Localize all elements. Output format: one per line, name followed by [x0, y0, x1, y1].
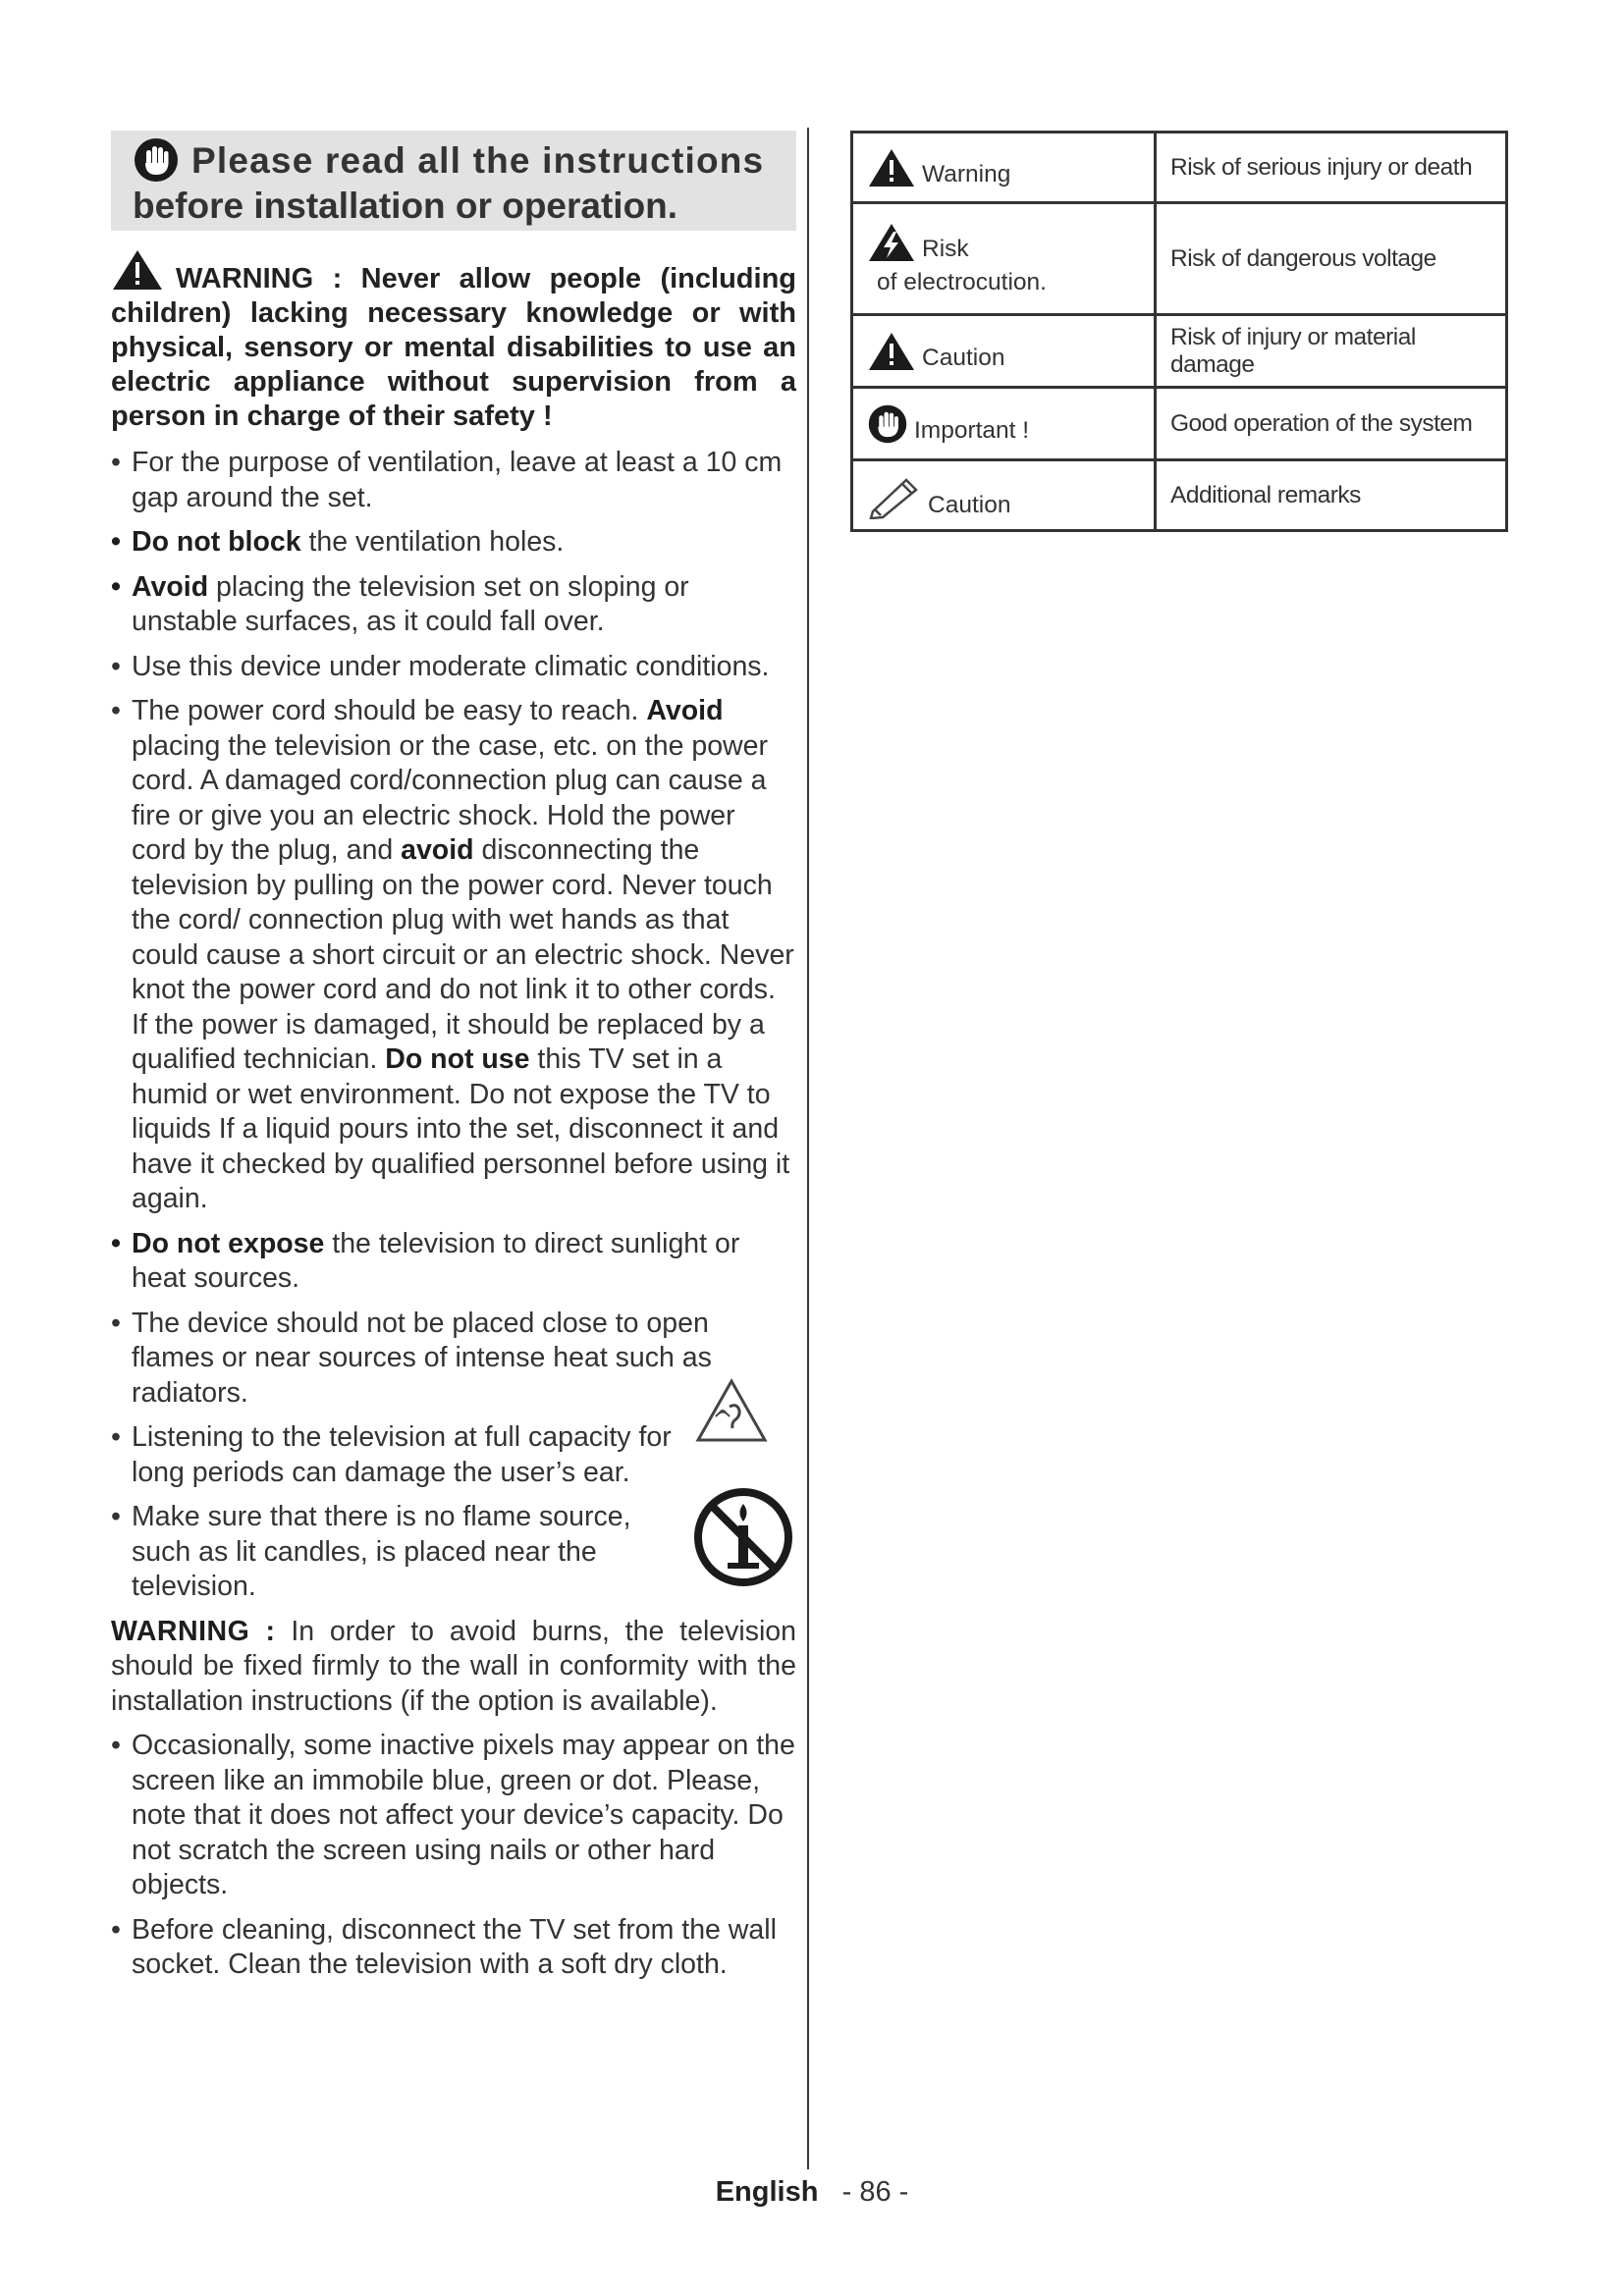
list-item-power-cord: • The power cord should be easy to reach. Avoid placing the television or the case, etc. on the power cord. A damaged cord/connection plug can cause a fire or give you an electric shock. Hold the power cord by the plug, and avoid disconnecting the television by pulling on the power cord. Never touch the cord/ connection plug with wet hands as that could cause a short circuit or an electric shock. Never knot the power cord and do not link it to other cords. If the power is damaged, it should be replaced by a qualified technician. Do not use this TV set in a humid or wet environment. Do not expose the TV to liquids If a liquid pours into the set, disconnect it and have it checked by qualified personnel before using it again.	[111, 695, 794, 1214]
flame-source-text: Make sure that there is no flame source, such as lit candles, is placed near the television.	[132, 1501, 631, 1602]
power-text-3: disconnecting the television by pulling on the power cord. Never touch the cord/ connection plug with wet hands as that could cause a short circuit or an electric shock. Never knot the power cord and do not link it to other cords. If the power is damaged, it should be replaced by a qualified technician.	[132, 834, 794, 1075]
footer-language: English	[715, 2176, 819, 2208]
power-bold-1: Avoid	[646, 695, 724, 726]
legend-symbol-cell	[852, 315, 1156, 388]
no-flame-icon	[692, 1482, 794, 1592]
legend-desc-cell: Risk of injury or material damage	[1156, 315, 1507, 388]
expose-bold: Do not expose	[132, 1227, 325, 1259]
warning-wall-mount	[111, 1615, 796, 1720]
legend-desc-cell: Risk of serious injury or death	[1156, 133, 1507, 203]
power-text-4: this TV set in a humid or wet environment. Do not expose the TV to liquids If a liquid pours into the set, disconnect it and have it checked by qualified personnel before using it again.	[132, 1043, 790, 1214]
warning-triangle-icon	[867, 147, 916, 188]
legend-row	[852, 388, 1507, 460]
power-text-1: The power cord should be easy to reach.	[132, 695, 647, 726]
pencil-icon	[867, 472, 922, 519]
legend-desc-cell: Risk of dangerous voltage	[1156, 203, 1507, 315]
expose-text: the television to direct sunlight or heat sources.	[132, 1227, 740, 1294]
legend-symbol-label: Important !	[914, 416, 1030, 444]
column-divider	[807, 128, 809, 2169]
left-column	[111, 131, 796, 1993]
ear-warning-icon	[694, 1377, 769, 1444]
legend-row	[852, 133, 1507, 203]
avoid-bold: Avoid	[132, 570, 209, 603]
warning-triangle-icon	[111, 248, 164, 292]
legend-row	[852, 203, 1507, 315]
header-line-2: before installation or operation.	[133, 186, 678, 226]
legend-symbol-label: Caution	[928, 491, 1011, 518]
power-bold-2: avoid	[401, 834, 474, 866]
list-item-flame-source: • Make sure that there is no flame source, such as lit candles, is placed near the television.	[111, 1500, 796, 1605]
block-text: the ventilation holes.	[300, 526, 565, 558]
list-item-avoid: • Avoid placing the television set on sloping or unstable surfaces, as it could fall over.	[111, 570, 689, 637]
power-bold-3: Do not use	[385, 1043, 530, 1075]
safety-list-2	[111, 1729, 796, 1983]
legend-symbol-label: Risk	[922, 235, 969, 262]
list-item-climatic: • Use this device under moderate climatic conditions.	[111, 650, 770, 682]
warning-intro-text: WARNING : Never allow people (including children) lacking necessary knowledge or with physical, sensory or mental disabilities to use an electric appliance without supervision from a person in charge of their safety !	[111, 263, 796, 432]
legend-symbol-cell	[852, 203, 1156, 315]
ventilation-text: For the purpose of ventilation, leave at least a 10 cm gap around the set.	[132, 447, 783, 513]
legend-desc-cell: Good operation of the system	[1156, 388, 1507, 460]
list-item-ear: • Listening to the television at full capacity for long periods can damage the user’s ear.	[111, 1420, 796, 1490]
list-item-pixels: • Occasionally, some inactive pixels may appear on the screen like an immobile blue, green or dot. Please, note that it does not affect your device’s capacity. Do not scratch the screen using nails or other hard objects.	[111, 1730, 795, 1900]
legend-symbol-sub: of electrocution.	[877, 268, 1047, 295]
legend-desc-cell: Additional remarks	[1156, 460, 1507, 531]
caution-triangle-icon	[867, 331, 916, 372]
hand-stop-icon	[133, 136, 180, 184]
header-line-1: Please read all the instructions	[191, 139, 765, 181]
instructions-header	[111, 131, 796, 231]
flames-text: The device should not be placed close to open flames or near sources of intense heat such as radiators.	[132, 1307, 712, 1409]
electric-shock-icon	[867, 222, 916, 263]
page-number: - 86 -	[841, 2176, 909, 2208]
ear-text: Listening to the television at full capacity for long periods can damage the user’s ear.	[132, 1421, 672, 1488]
list-item-flames: • The device should not be placed close to open flames or near sources of intense heat such as radiators.	[111, 1307, 712, 1409]
legend-row	[852, 460, 1507, 531]
safety-list	[111, 446, 796, 1605]
list-item-cleaning: • Before cleaning, disconnect the TV set from the wall socket. Clean the television with a soft dry cloth.	[111, 1913, 777, 1980]
page-footer	[0, 2176, 1624, 2209]
list-item-block: • Do not block the ventilation holes.	[111, 526, 565, 558]
warning-intro	[111, 248, 796, 434]
legend-symbol-cell	[852, 460, 1156, 531]
block-bold: Do not block	[132, 526, 301, 558]
legend-symbol-cell	[852, 133, 1156, 203]
warning-wall-text: In order to avoid burns, the television should be fixed firmly to the wall in conformity with the installation instructions (if the option is available).	[111, 1615, 797, 1717]
power-text-2: placing the television or the case, etc. on the power cord. A damaged cord/connection plug can cause a fire or give you an electric shock. Hold the power cord by the plug, and	[132, 729, 768, 866]
avoid-text: placing the television set on sloping or unstable surfaces, as it could fall over.	[132, 570, 689, 637]
legend-symbol-label: Warning	[922, 160, 1011, 187]
list-item-ventilation: • For the purpose of ventilation, leave at least a 10 cm gap around the set.	[111, 447, 783, 513]
pixels-text: Occasionally, some inactive pixels may appear on the screen like an immobile blue, green or dot. Please, note that it does not affect your device’s capacity. Do not scratch the screen using nails or other hard objects.	[132, 1730, 795, 1900]
warning-wall-bold: WARNING :	[111, 1615, 276, 1647]
symbol-legend-table	[850, 131, 1508, 532]
climatic-text: Use this device under moderate climatic conditions.	[132, 650, 770, 682]
hand-stop-icon	[867, 403, 908, 445]
list-item-expose: • Do not expose the television to direct sunlight or heat sources.	[111, 1227, 740, 1294]
cleaning-text: Before cleaning, disconnect the TV set from the wall socket. Clean the television with a soft dry cloth.	[132, 1913, 777, 1980]
legend-symbol-label: Caution	[922, 344, 1005, 371]
legend-row	[852, 315, 1507, 388]
legend-symbol-cell	[852, 388, 1156, 460]
